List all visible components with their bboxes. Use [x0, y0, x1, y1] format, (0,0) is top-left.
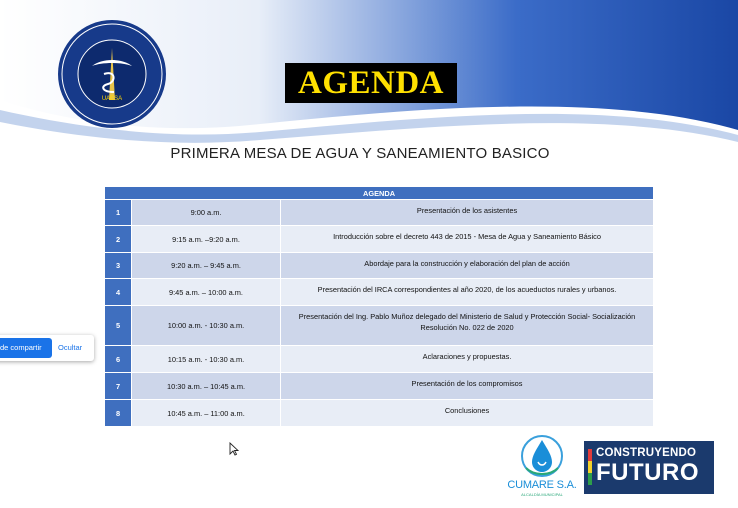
cumare-tagline: ALCALDÍA MUNICIPAL: [521, 492, 563, 497]
table-row: [105, 400, 654, 427]
agenda-table: [104, 186, 654, 427]
stop-sharing-button[interactable]: de compartir: [0, 338, 52, 358]
table-row: [105, 306, 654, 346]
row-description: Abordaje para la construcción y elaboración del plan de acción: [281, 253, 654, 279]
row-number: 7: [105, 373, 132, 400]
uaesa-seal-logo: [56, 18, 168, 130]
row-description: Presentación de los asistentes: [281, 200, 654, 226]
row-description: Presentación de los compromisos: [281, 373, 654, 400]
table-row: [105, 346, 654, 373]
row-number: 1: [105, 200, 132, 226]
row-description: Presentación del IRCA correspondientes al año 2020, de los acueductos rurales y urbanos.: [281, 279, 654, 306]
cumare-name: CUMARE S.A.: [507, 479, 577, 491]
water-drop-icon: [500, 432, 584, 480]
row-time: 9:00 a.m.: [132, 200, 281, 226]
row-description: Presentación del Ing. Pablo Muñoz delegado del Ministerio de Salud y Protección Social- Socialización Resolución No. 022 de 2020: [281, 306, 654, 346]
agenda-table-header: AGENDA: [105, 187, 654, 200]
row-number: 2: [105, 226, 132, 253]
hide-button[interactable]: Ocultar: [58, 343, 83, 352]
row-number: 4: [105, 279, 132, 306]
row-number: 5: [105, 306, 132, 346]
row-time: 10:00 a.m. - 10:30 a.m.: [132, 306, 281, 346]
row-number: 8: [105, 400, 132, 427]
table-row: [105, 373, 654, 400]
cumare-logo: [500, 432, 584, 504]
row-time: 9:45 a.m. – 10:00 a.m.: [132, 279, 281, 306]
flag-stripe: [588, 449, 592, 485]
mouse-cursor-icon: [229, 442, 239, 456]
construyendo-label: CONSTRUYENDO: [596, 447, 697, 459]
row-time: 10:15 a.m. - 10:30 a.m.: [132, 346, 281, 373]
screen-share-popup: [0, 335, 94, 361]
row-time: 10:30 a.m. – 10:45 a.m.: [132, 373, 281, 400]
slide-subtitle: PRIMERA MESA DE AGUA Y SANEAMIENTO BASICO: [170, 145, 550, 162]
table-row: [105, 226, 654, 253]
row-description: Conclusiones: [281, 400, 654, 427]
row-time: 9:20 a.m. – 9:45 a.m.: [132, 253, 281, 279]
row-description: Introducción sobre el decreto 443 de 2015 - Mesa de Agua y Saneamiento Básico: [281, 226, 654, 253]
table-row: [105, 279, 654, 306]
svg-text:UAESA: UAESA: [101, 96, 123, 102]
row-time: 10:45 a.m. – 11:00 a.m.: [132, 400, 281, 427]
row-description: Aclaraciones y propuestas.: [281, 346, 654, 373]
row-time: 9:15 a.m. –9:20 a.m.: [132, 226, 281, 253]
futuro-label: FUTURO: [596, 459, 699, 486]
table-row: [105, 253, 654, 279]
row-number: 3: [105, 253, 132, 279]
construyendo-futuro-logo: [584, 441, 714, 494]
row-number: 6: [105, 346, 132, 373]
slide-title: AGENDA: [285, 63, 457, 103]
table-row: [105, 200, 654, 226]
